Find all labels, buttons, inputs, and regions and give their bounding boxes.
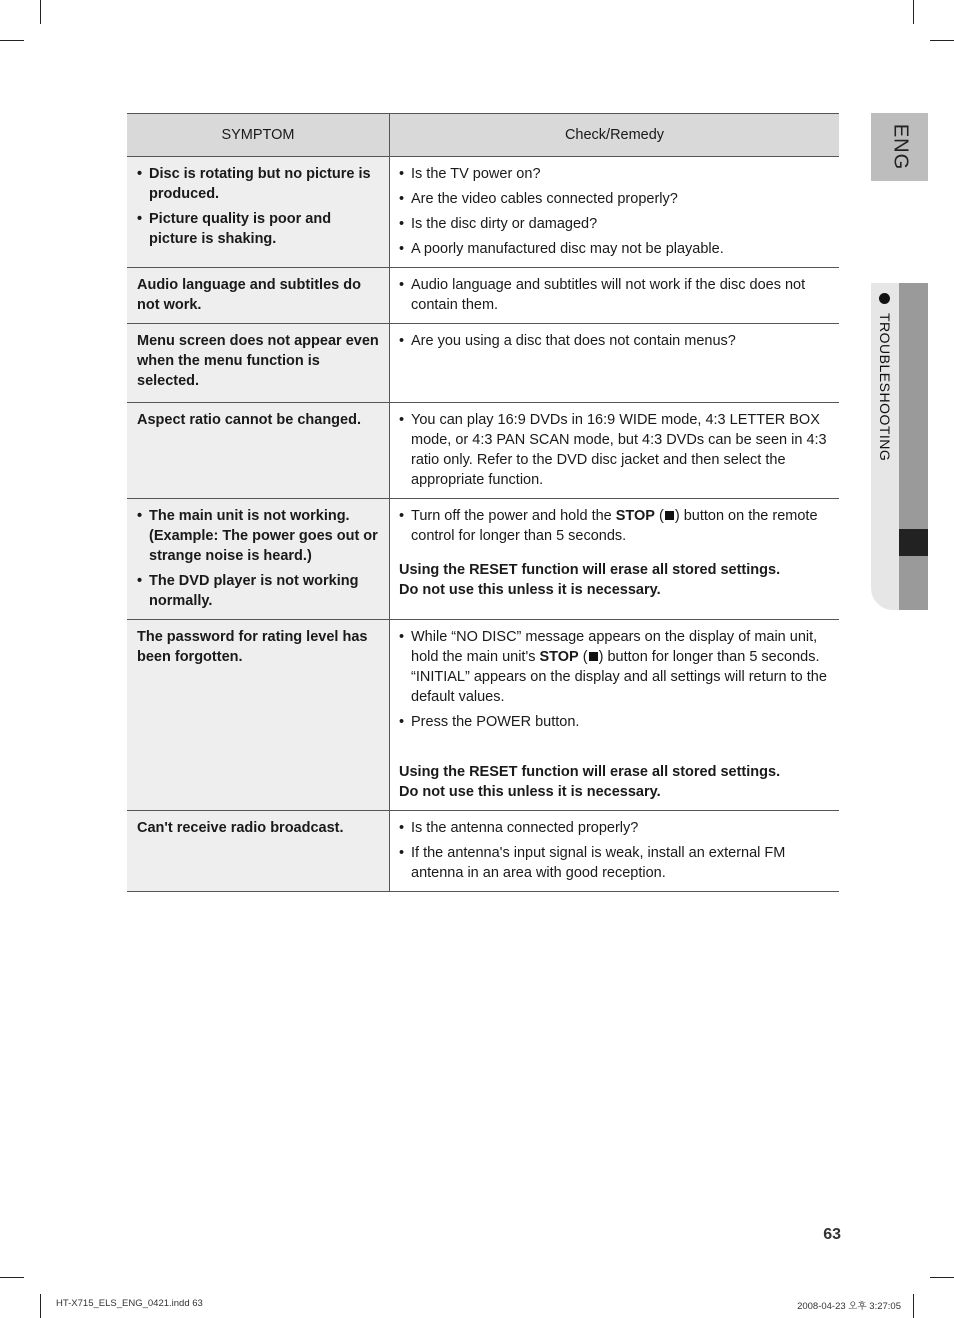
remedy-item: • Press the POWER button. [399,712,831,732]
symptom-cell: The password for rating level has been forgotten. [127,620,390,811]
remedy-cell [390,403,840,499]
symptom-cell: Menu screen does not appear even when the menu function is selected. [127,324,390,403]
paren-open: ( [659,508,664,524]
symptom-item: • Picture quality is poor and picture is shaking. [137,209,381,249]
remedy-header: Check/Remedy [390,114,840,157]
reset-warning [399,560,831,600]
table-row [127,499,839,620]
symptom-item: • The DVD player is not working normally. [137,571,381,611]
symptom-item: • The main unit is not working. (Example: The power goes out or strange noise is heard.) [137,506,381,566]
remedy-cell [390,620,840,811]
warning-line: Do not use this unless it is necessary. [399,784,661,800]
table-row [127,403,839,499]
stop-keyword: STOP [615,508,655,524]
warning-line: Using the RESET function will erase all stored settings. [399,562,781,578]
table-row [127,324,839,403]
remedy-text: ) button on the remote control for longer than 5 seconds. [411,508,818,544]
page-number: 63 [823,1226,841,1243]
crop-mark [40,0,41,24]
warning-line: Do not use this unless it is necessary. [399,582,661,598]
table-row [127,811,839,892]
remedy-text: While “NO DISC” message appears on the display of main unit, hold the main unit's [411,629,818,665]
remedy-text: Turn off the power and hold the [411,508,612,524]
crop-mark [913,1294,914,1318]
paren-open: ( [582,649,588,665]
section-tab-marker [899,529,928,556]
remedy-item: • Is the TV power on? [399,164,831,184]
remedy-item: • A poorly manufactured disc may not be playable. [399,239,831,259]
remedy-item: • Is the antenna connected properly? [399,818,831,838]
table-row [127,157,839,268]
reset-warning [399,762,831,802]
bullet-icon [879,293,890,304]
remedy-cell [390,499,840,620]
footer-timestamp: 2008-04-23 오후 3:27:05 [797,1301,901,1312]
crop-mark [40,1294,41,1318]
remedy-cell [390,157,840,268]
section-label: TROUBLESHOOTING [877,313,893,462]
table-row [127,620,839,811]
language-label: ENG [889,123,911,171]
crop-mark [913,0,914,24]
symptom-item: • Disc is rotating but no picture is produced. [137,164,381,204]
symptom-cell [127,499,390,620]
stop-icon [665,511,674,520]
remedy-text: ) button for longer than 5 seconds. “INITIAL” appears on the display and all settings will return to the default values. [411,649,827,705]
remedy-cell [390,268,840,324]
crop-mark [930,40,954,41]
language-tab [871,113,928,181]
warning-line: Using the RESET function will erase all stored settings. [399,764,781,780]
symptom-header: SYMPTOM [127,114,390,157]
symptom-cell [127,157,390,268]
remedy-item: • If the antenna's input signal is weak, install an external FM antenna in an area with good reception. [399,843,831,883]
table-row [127,268,839,324]
crop-mark [0,1277,24,1278]
remedy-cell [390,324,840,403]
remedy-item: • Are you using a disc that does not contain menus? [399,331,831,351]
section-tab-band [899,283,928,610]
symptom-cell: Audio language and subtitles do not work. [127,268,390,324]
section-tab [871,283,928,610]
footer-file-info: HT-X715_ELS_ENG_0421.indd 63 [56,1298,203,1309]
crop-mark [930,1277,954,1278]
troubleshooting-table [127,113,839,892]
remedy-cell [390,811,840,892]
remedy-item [399,627,831,707]
remedy-item: • You can play 16:9 DVDs in 16:9 WIDE mode, 4:3 LETTER BOX mode, or 4:3 PAN SCAN mode, but 4:3 DVDs can be seen in 4:3 ratio only. Refer to the DVD disc jacket and then select the appropriate function. [399,410,831,490]
remedy-item [399,506,831,546]
remedy-item: • Is the disc dirty or damaged? [399,214,831,234]
stop-keyword: STOP [539,649,579,665]
crop-mark [0,40,24,41]
table-header-row [127,114,839,157]
stop-icon [589,652,598,661]
remedy-item: • Are the video cables connected properly? [399,189,831,209]
remedy-item: • Audio language and subtitles will not work if the disc does not contain them. [399,275,831,315]
symptom-cell: Can't receive radio broadcast. [127,811,390,892]
symptom-cell: Aspect ratio cannot be changed. [127,403,390,499]
